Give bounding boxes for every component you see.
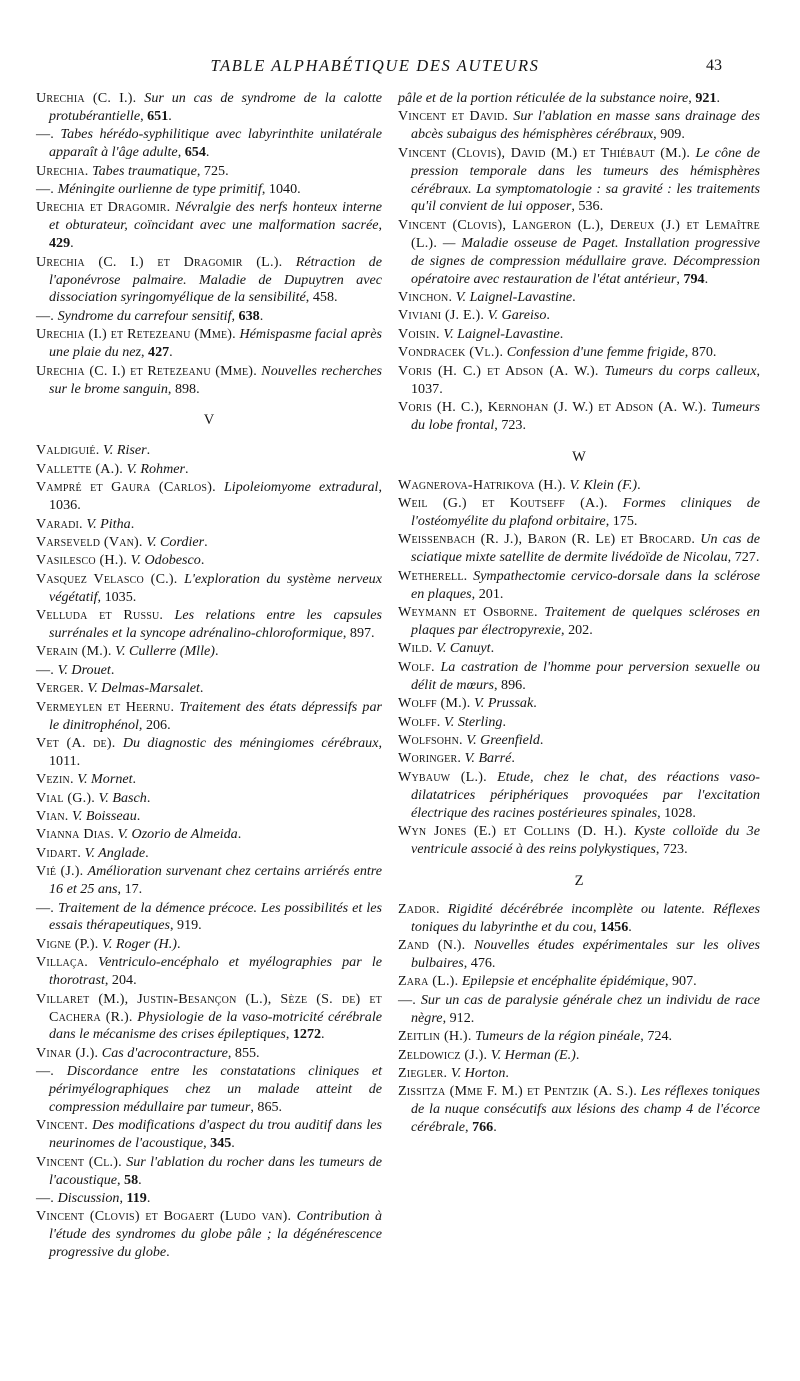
index-entry: Vasilesco (H.). V. Odobesco. [36,552,205,569]
entry-author: —. [36,1190,55,1207]
index-entry: Weil (G.) et Koutseff (A.). Formes cliniques de l'ostéomyélite du plafond orbitaire, 175. [398,495,760,530]
entry-title: Traitement de la démence précoce. Les possibilités et les essais thérapeutiques [49,899,382,934]
entry-title: Du diagnostic des méningiomes cérébraux [122,734,379,751]
entry-author: Ziegler. [398,1064,448,1081]
entry-title: Amélioration survenant chez certains arriérés entre 16 et 25 ans [49,863,383,898]
index-entry: Vezin. V. Mornet. [36,771,137,788]
entry-page-ref: 727 [734,549,756,566]
entry-title: Un cas de sciatique mixte satellite de dermite livédoïde de Nicolau [411,531,760,566]
index-entry: Vié (J.). Amélioration survenant chez certains arriérés entre 16 et 25 ans, 17. [36,863,383,898]
entry-title: Méningite ourlienne de type primitif [57,181,262,198]
section-heading-w: W [572,448,586,465]
entry-title: Les réflexes toniques de la nuque consécutifs aux lésions des champ 4 de l'écorce cérébrale [411,1083,760,1136]
entry-author: Vampré et Gaura (Carlos). [36,479,216,496]
index-entry: Wild. V. Canuyt. [398,640,495,657]
index-entry: —. Tabes hérédo-syphilitique avec labyrinthite unilatérale apparaît à l'âge adulte, 654. [36,126,382,161]
entry-author: Vincent (Clovis), David (M.) et Thiébaut (M.). [398,144,691,161]
entry-page-ref: 1272 [292,1026,322,1043]
entry-page-ref: 58 [124,1171,139,1188]
index-entry: Wybauw (L.). Etude, chez le chat, des réactions vaso-dilatatrices périphériques provoquées par l'excitation électrique des racines postérieures spinales, 1028. [398,768,760,821]
entry-author: Zand (N.). [398,937,466,954]
entry-page-ref: 723 [662,840,685,857]
entry-author: Verger. [36,680,84,697]
index-entry: Vincent (Clovis), Langeron (L.), Dereux (J.) et Lemaître (L.). — Maladie osseuse de Paget. Installation progressive de signes de compression médullaire grave. Décompression opératoire avec restauration de l'état antérieur, 794. [398,216,760,287]
entry-title: Kyste colloïde du 3e ventricule associé à des reins polykystiques [411,822,760,857]
entry-author: Vet (A. de). [36,734,116,751]
index-entry: —. Syndrome du carrefour sensitif, 638. [36,307,264,324]
entry-author: Vallette (A.). [36,460,123,477]
entry-title: Etude, chez le chat, des réactions vaso-dilatatrices périphériques provoquées par l'excitation électrique des racines postérieures spinales [411,768,760,821]
entry-author: Vasilesco (H.). [36,552,128,569]
entry-title: Sympathectomie cervico-dorsale dans la sclérose en plaques [411,567,760,602]
index-entry: Velluda et Russu. Les relations entre les capsules surrénales et la syncope adrénalino-chloroformique, 897. [36,607,382,641]
entry-title: Syndrome du carrefour sensitif [57,307,232,324]
index-entry: Vian. V. Boisseau. [36,808,141,825]
entry-author: Varseveld (Van). [36,533,143,550]
index-entry: Valdiguié. V. Riser. [36,442,151,459]
entry-page-ref: 202 [568,621,590,638]
entry-author: Urechia (C. I.) et Retezeanu (Mme). [36,362,257,379]
entry-author: Vondracek (Vl.). [398,344,504,361]
entry-title: V. Prussak [473,695,534,712]
entry-page-ref: 638 [238,307,260,324]
entry-author: Weissenbach (R. J.), Baron (R. Le) et Brocard. [398,531,696,548]
entry-page-ref: 345 [210,1135,232,1152]
entry-author: Urechia (I.) et Retezeanu (Mme). [36,326,236,343]
index-entry: Wolf. La castration de l'homme pour perversion sexuelle ou délit de mœurs, 896. [398,658,760,693]
entry-title: V. Barré [464,750,512,767]
entry-title: Lipoleiomyome extradural [223,479,379,496]
index-entry: Urechia (I.) et Retezeanu (Mme). Hémispasme facial après une plaie du nez, 427. [36,326,382,361]
index-entry: —. Discussion, 119. [36,1190,151,1207]
entry-author: Wyn Jones (E.) et Collins (D. H.). [398,822,627,839]
index-entry: Varseveld (Van). V. Cordier. [36,533,208,550]
index-entry: Weymann et Osborne. Traitement de quelques scléroses en plaques par électropyrexie, 202. [398,604,760,638]
entry-author: Vincent (Clovis), Langeron (L.), Dereux (J.) et Lemaître (L.). [398,216,760,251]
index-entry: Wyn Jones (E.) et Collins (D. H.). Kyste colloïde du 3e ventricule associé à des reins polykystiques, 723. [398,822,760,857]
entry-author: Vincent (Clovis) et Bogaert (Ludo van). [36,1208,292,1225]
entry-page-ref: 909 [660,126,682,143]
entry-title: pâle et de la portion réticulée de la substance noire [398,90,689,106]
entry-title: L'exploration du système nerveux végétatif [49,570,382,605]
index-entry: Vincent (Clovis), David (M.) et Thiébaut (M.). Le cône de pression temporale dans les tumeurs des hémisphères cérébraux. La symptomatologie : sa gravité : les traitements qu'il convient de lui opposer, 536. [398,144,760,215]
entry-author: Vian. [36,808,69,825]
entry-author: Zeldowicz (J.). [398,1046,488,1063]
entry-title: Sur l'ablation en masse sans drainage des abcès subaigus des hémisphères cérébraux [411,108,761,143]
entry-author: Weil (G.) et Koutseff (A.). [398,495,608,512]
entry-author: Wolff. [398,713,441,730]
entry-title: Ventriculo-encéphalo et myélographies par le thorotrast [49,954,382,989]
entry-title: V. Cordier [146,533,205,550]
entry-author: Urechia. [36,162,89,179]
entry-title: — Maladie osseuse de Paget. Installation progressive de signes de compression médullaire grave. Décompression opératoire avec restauration de l'état antérieur [411,234,760,287]
index-entry: Zador. Rigidité décérébrée incomplète ou latente. Réflexes toniques du labyrinthe et du cou, 1456. [398,900,760,935]
entry-author: Zara (L.). [398,973,459,990]
index-entry: Villaret (M.), Justin-Besançon (L.), Sèze (S. de) et Cachera (R.). Physiologie de la vaso-motricité cérébrale dans le mécanisme des crises épileptiques, 1272. [36,990,382,1043]
entry-page-ref: 651 [147,107,169,124]
entry-title: La castration de l'homme pour perversion sexuelle ou délit de mœurs [411,658,760,693]
entry-author: Vasquez Velasco (C.). [36,570,178,587]
entry-title: V. Laignel-Lavastine [443,325,560,342]
index-entry: Vermeylen et Heernu. Traitement des états dépressifs par le dinitrophénol, 206. [36,698,382,733]
entry-author: Wetherell. [398,567,468,584]
index-entry: Vinchon. V. Laignel-Lavastine. [398,288,576,305]
index-entry: Vet (A. de). Du diagnostic des méningiomes cérébraux, 1011. [36,734,382,769]
entry-title: Confession d'une femme frigide [506,344,685,361]
index-entry: —. Traitement de la démence précoce. Les possibilités et les essais thérapeutiques, 919. [36,899,382,934]
entry-author: —. [36,181,55,198]
index-entry: pâle et de la portion réticulée de la substance noire, 921. [398,90,721,106]
entry-author: Velluda et Russu. [36,607,164,624]
entry-title: V. Canuyt [436,640,491,657]
index-entry: Voris (H. C.) et Adson (A. W.). Tumeurs du corps calleux, 1037. [398,362,760,397]
entry-page-ref: 1028 [664,804,693,821]
entry-title: V. Drouet [57,661,111,678]
entry-page-ref: 855 [234,1044,257,1061]
entry-page-ref: 865 [257,1099,279,1116]
entry-page-ref: 201 [478,585,500,602]
entry-author: Varadi. [36,515,83,532]
entry-title: Névralgie des nerfs honteux interne et obturateur, coïncidant avec une malformation sacrée [49,199,382,234]
entry-author: Woringer. [398,750,462,767]
index-entry: Vincent (Clovis) et Bogaert (Ludo van). Contribution à l'étude des syndromes du globe pâle ; la dégénérescence progressive du globe. [36,1208,382,1261]
entry-page-ref: 476 [470,954,492,971]
index-entry: —. Sur un cas de paralysie générale chez un individu de race nègre, 912. [398,991,760,1026]
entry-author: Urechia et Dragomir. [36,199,171,216]
index-entry: Vincent (Cl.). Sur l'ablation du rocher dans les tumeurs de l'acoustique, 58. [36,1153,382,1188]
entry-page-ref: 204 [111,972,134,989]
entry-page-ref: 119 [126,1190,147,1207]
entry-title: Nouvelles recherches sur le brome sanguin [49,362,382,397]
entry-title: V. Basch [98,789,147,806]
index-column-right [398,90,760,1138]
entry-author: Voris (H. C.), Kernohan (J. W.) et Adson (A. W.). [398,398,707,415]
entry-title: V. Sterling [444,713,503,730]
index-entry: Wolff. V. Sterling. [398,713,507,730]
entry-title: Physiologie de la vaso-motricité cérébrale dans le mécanisme des crises épileptiques [49,1008,382,1043]
entry-page-ref: 1037 [411,380,440,397]
index-entry: Wolfsohn. V. Greenfield. [398,731,544,748]
entry-author: Vigne (P.). [36,935,99,952]
index-entry: Varadi. V. Pitha. [36,515,135,532]
entry-title: V. Riser [103,442,147,459]
entry-author: Vincent (Cl.). [36,1153,122,1170]
entry-title: Rigidité décérébrée incomplète ou latente. Réflexes toniques du labyrinthe et du cou [411,900,760,935]
entry-author: Urechia (C. I.). [36,90,137,106]
entry-title: V. Greenfield [466,731,540,748]
entry-title: Rétraction de l'aponévrose palmaire. Maladie de Dupuytren avec dissociation syringomyélique de la sensibilité [49,253,382,306]
entry-page-ref: 724 [647,1028,669,1045]
entry-author: Wybauw (L.). [398,768,487,785]
entry-author: Zissitza (Mme F. M.) et Pentzik (A. S.). [398,1083,637,1100]
index-entry: Villaça. Ventriculo-encéphalo et myélographies par le thorotrast, 204. [36,954,382,989]
entry-page-ref: 870 [691,344,713,361]
entry-author: Vincent et David. [398,108,509,125]
entry-title: V. Rohmer [126,460,185,477]
section-heading-v: V [203,412,215,429]
entry-title: V. Boisseau [72,808,137,825]
entry-title: Tumeurs de la région pinéale [475,1028,641,1045]
entry-page-ref: 1035 [104,588,133,605]
index-entry: —. V. Drouet. [36,661,115,678]
entry-page-ref: 898 [174,380,197,397]
entry-author: Vermeylen et Heernu. [36,698,175,715]
entry-author: Wolf. [398,658,435,675]
entry-author: Vezin. [36,771,74,788]
entry-title: Discussion [57,1190,120,1207]
entry-title: V. Herman (E.) [490,1046,576,1063]
entry-title: V. Klein (F.) [569,476,638,493]
entry-author: —. [398,991,417,1008]
index-entry: Zand (N.). Nouvelles études expérimentales sur les olives bulbaires, 476. [398,937,760,971]
entry-title: Nouvelles études expérimentales sur les olives bulbaires [411,937,760,971]
entry-page-ref: 1011 [49,752,77,769]
index-entry: Ziegler. V. Horton. [398,1064,509,1081]
entry-page-ref: 175 [612,513,634,530]
entry-author: Valdiguié. [36,442,100,459]
entry-title: Tumeurs du lobe frontal [411,398,760,433]
entry-title: V. Roger (H.) [102,935,177,952]
running-title: TABLE ALPHABÉTIQUE DES AUTEURS [210,56,540,75]
entry-page-ref: 536 [578,198,600,215]
entry-title: V. Mornet [77,771,133,788]
entry-page-ref: 1456 [600,918,629,935]
entry-author: —. [36,661,55,678]
entry-title: Contribution à l'étude des syndromes du globe pâle ; la dégénérescence progressive du globe [49,1208,382,1261]
index-entry: Urechia (C. I.) et Retezeanu (Mme). Nouvelles recherches sur le brome sanguin, 898. [36,362,382,397]
index-entry: Vondracek (Vl.). Confession d'une femme frigide, 870. [398,344,717,361]
index-entry: Woringer. V. Barré. [398,750,515,767]
index-entry: Vincent. Des modifications d'aspect du trou auditif dans les neurinomes de l'acoustique, 345. [36,1117,383,1152]
index-entry: —. Méningite ourlienne de type primitif, 1040. [36,181,301,198]
index-entry: Verain (M.). V. Cullerre (Mlle). [36,643,219,660]
index-entry: Wolff (M.). V. Prussak. [398,695,537,712]
entry-page-ref: 206 [145,716,168,733]
entry-title: Traitement de quelques scléroses en plaques par électropyrexie [411,604,760,638]
entry-author: Voris (H. C.) et Adson (A. W.). [398,362,599,379]
entry-author: Villaret (M.), Justin-Besançon (L.), Sèze (S. de) et Cachera (R.). [36,990,382,1025]
entry-author: Vidart. [36,844,82,861]
entry-page-ref: 17. [124,881,143,898]
entry-title: Hémispasme facial après une plaie du nez [49,326,382,361]
entry-author: Verain (M.). [36,643,112,660]
entry-page-ref: 1040 [268,181,298,198]
index-entry: Verger. V. Delmas-Marsalet. [36,680,204,697]
entry-page-ref: 766 [472,1119,494,1136]
entry-author: Voisin. [398,325,440,342]
entry-title: V. Laignel-Lavastine [455,288,573,305]
index-entry: Vial (G.). V. Basch. [36,789,151,806]
entry-author: —. [36,1063,55,1080]
index-entry: Urechia (C. I.). Sur un cas de syndrome de la calotte protubérantielle, 651. [36,90,382,124]
entry-author: Vinar (J.). [36,1044,99,1061]
index-entry: Vallette (A.). V. Rohmer. [36,460,189,477]
index-entry: Vincent et David. Sur l'ablation en masse sans drainage des abcès subaigus des hémisphères cérébraux, 909. [398,108,761,143]
index-entry: Zissitza (Mme F. M.) et Pentzik (A. S.). Les réflexes toniques de la nuque consécutifs aux lésions des champ 4 de l'écorce cérébrale, 766. [398,1083,760,1136]
entry-title: V. Horton [450,1064,506,1081]
entry-title: V. Gareiso [487,307,547,324]
index-entry: Vianna Dias. V. Ozorio de Almeida. [36,826,242,843]
index-entry: Vidart. V. Anglade. [36,844,149,861]
entry-title: V. Cullerre (Mlle) [115,643,215,660]
entry-author: Viviani (J. E.). [398,307,485,324]
entry-title: V. Anglade [84,844,146,861]
index-entry: Wagnerova-Hatrikova (H.). V. Klein (F.). [398,476,641,493]
entry-title: Tabes hérédo-syphilitique avec labyrinthite unilatérale apparaît à l'âge adulte [49,126,382,161]
index-entry: —. Discordance entre les constatations cliniques et périmyélographiques chez un malade atteint de compression médullaire par tumeur, 865. [36,1063,382,1116]
entry-author: Wolff (M.). [398,695,471,712]
section-heading-z: Z [574,872,584,889]
entry-title: Tabes traumatique [92,162,197,179]
entry-page-ref: 907 [671,973,694,990]
entry-title: Cas d'acrocontracture [101,1044,228,1061]
entry-page-ref: 794 [683,270,705,287]
entry-page-ref: 921 [695,90,717,106]
index-entry: Vasquez Velasco (C.). L'exploration du système nerveux végétatif, 1035. [36,570,382,605]
index-column-left [36,90,382,1263]
index-entry: Urechia (C. I.) et Dragomir (L.). Rétraction de l'aponévrose palmaire. Maladie de Dupuytren avec dissociation syringomyélique de la sensibilité, 458. [36,253,382,306]
entry-author: Vié (J.). [36,863,84,880]
entry-author: Wolfsohn. [398,731,463,748]
index-entry: Vigne (P.). V. Roger (H.). [36,935,181,952]
entry-title: Epilepsie et encéphalite épidémique [461,973,665,990]
entry-title: V. Odobesco [130,552,201,569]
entry-title: Tumeurs du corps calleux [604,362,757,379]
entry-author: Vial (G.). [36,789,95,806]
entry-title: Les relations entre les capsules surrénales et la syncope adrénalino-chloroformique [49,607,382,641]
entry-page-ref: 429 [49,235,71,252]
entry-author: Zeitlin (H.). [398,1028,472,1045]
index-entry: Voisin. V. Laignel-Lavastine. [398,325,564,342]
index-entry: Urechia et Dragomir. Névralgie des nerfs honteux interne et obturateur, coïncidant avec une malformation sacrée, 429. [36,199,382,252]
entry-author: —. [36,899,55,916]
entry-author: Vincent. [36,1117,88,1134]
entry-page-ref: 897 [349,624,372,641]
entry-author: Weymann et Osborne. [398,604,538,621]
entry-title: Formes cliniques de l'ostéomyélite du plafond orbitaire [411,495,760,530]
entry-author: Urechia (C. I.) et Dragomir (L.). [36,253,283,270]
entry-page-ref: 723 [501,416,523,433]
entry-title: V. Delmas-Marsalet [87,680,200,697]
entry-page-ref: 427 [148,344,170,361]
entry-title: Discordance entre les constatations cliniques et périmyélographiques chez un malade atteint de compression médullaire par tumeur [49,1063,382,1116]
entry-author: Vinchon. [398,288,453,305]
index-entry: Vinar (J.). Cas d'acrocontracture, 855. [36,1044,260,1061]
entry-author: Vianna Dias. [36,826,115,843]
entry-title: V. Pitha [86,515,131,532]
entry-author: Zador. [398,900,440,917]
entry-page-ref: 919 [177,917,199,934]
entry-title: Le cône de pression temporale dans les tumeurs des hémisphères cérébraux. La symptomatologie : sa gravité : les traitements qu'il convient de lui opposer [411,144,760,215]
entry-page-ref: 458 [312,289,334,306]
index-entry: Weissenbach (R. J.), Baron (R. Le) et Brocard. Un cas de sciatique mixte satellite de dermite livédoïde de Nicolau, 727. [398,531,760,566]
index-entry: Viviani (J. E.). V. Gareiso. [398,307,550,324]
index-entry: Zeitlin (H.). Tumeurs de la région pinéale, 724. [398,1028,673,1045]
index-entry: Urechia. Tabes traumatique, 725. [36,162,229,179]
entry-page-ref: 912 [449,1009,471,1026]
index-entry: Voris (H. C.), Kernohan (J. W.) et Adson (A. W.). Tumeurs du lobe frontal, 723. [398,398,760,433]
entry-author: Villaça. [36,954,88,971]
entry-page-ref: 654 [184,144,206,161]
entry-author: Wild. [398,640,433,657]
page-number: 43 [706,57,722,74]
entry-page-ref: 896 [501,676,523,693]
entry-title: Sur l'ablation du rocher dans les tumeurs de l'acoustique [49,1153,382,1188]
index-entry: Zeldowicz (J.). V. Herman (E.). [398,1046,580,1063]
entry-author: Wagnerova-Hatrikova (H.). [398,476,566,493]
entry-title: V. Ozorio de Almeida [117,826,238,843]
entry-title: Sur un cas de syndrome de la calotte protubérantielle [49,90,382,124]
index-entry: Wetherell. Sympathectomie cervico-dorsale dans la sclérose en plaques, 201. [398,567,760,602]
entry-author: —. [36,307,55,324]
entry-author: —. [36,126,55,143]
entry-title: Des modifications d'aspect du trou auditif dans les neurinomes de l'acoustique [49,1117,383,1152]
index-entry: Zara (L.). Epilepsie et encéphalite épidémique, 907. [398,973,697,990]
entry-title: Traitement des états dépressifs par le dinitrophénol [49,698,382,733]
entry-page-ref: 725 [203,162,226,179]
index-entry: Vampré et Gaura (Carlos). Lipoleiomyome extradural, 1036. [36,479,382,514]
entry-title: Sur un cas de paralysie générale chez un individu de race nègre [411,991,760,1026]
entry-page-ref: 1036 [49,497,78,514]
